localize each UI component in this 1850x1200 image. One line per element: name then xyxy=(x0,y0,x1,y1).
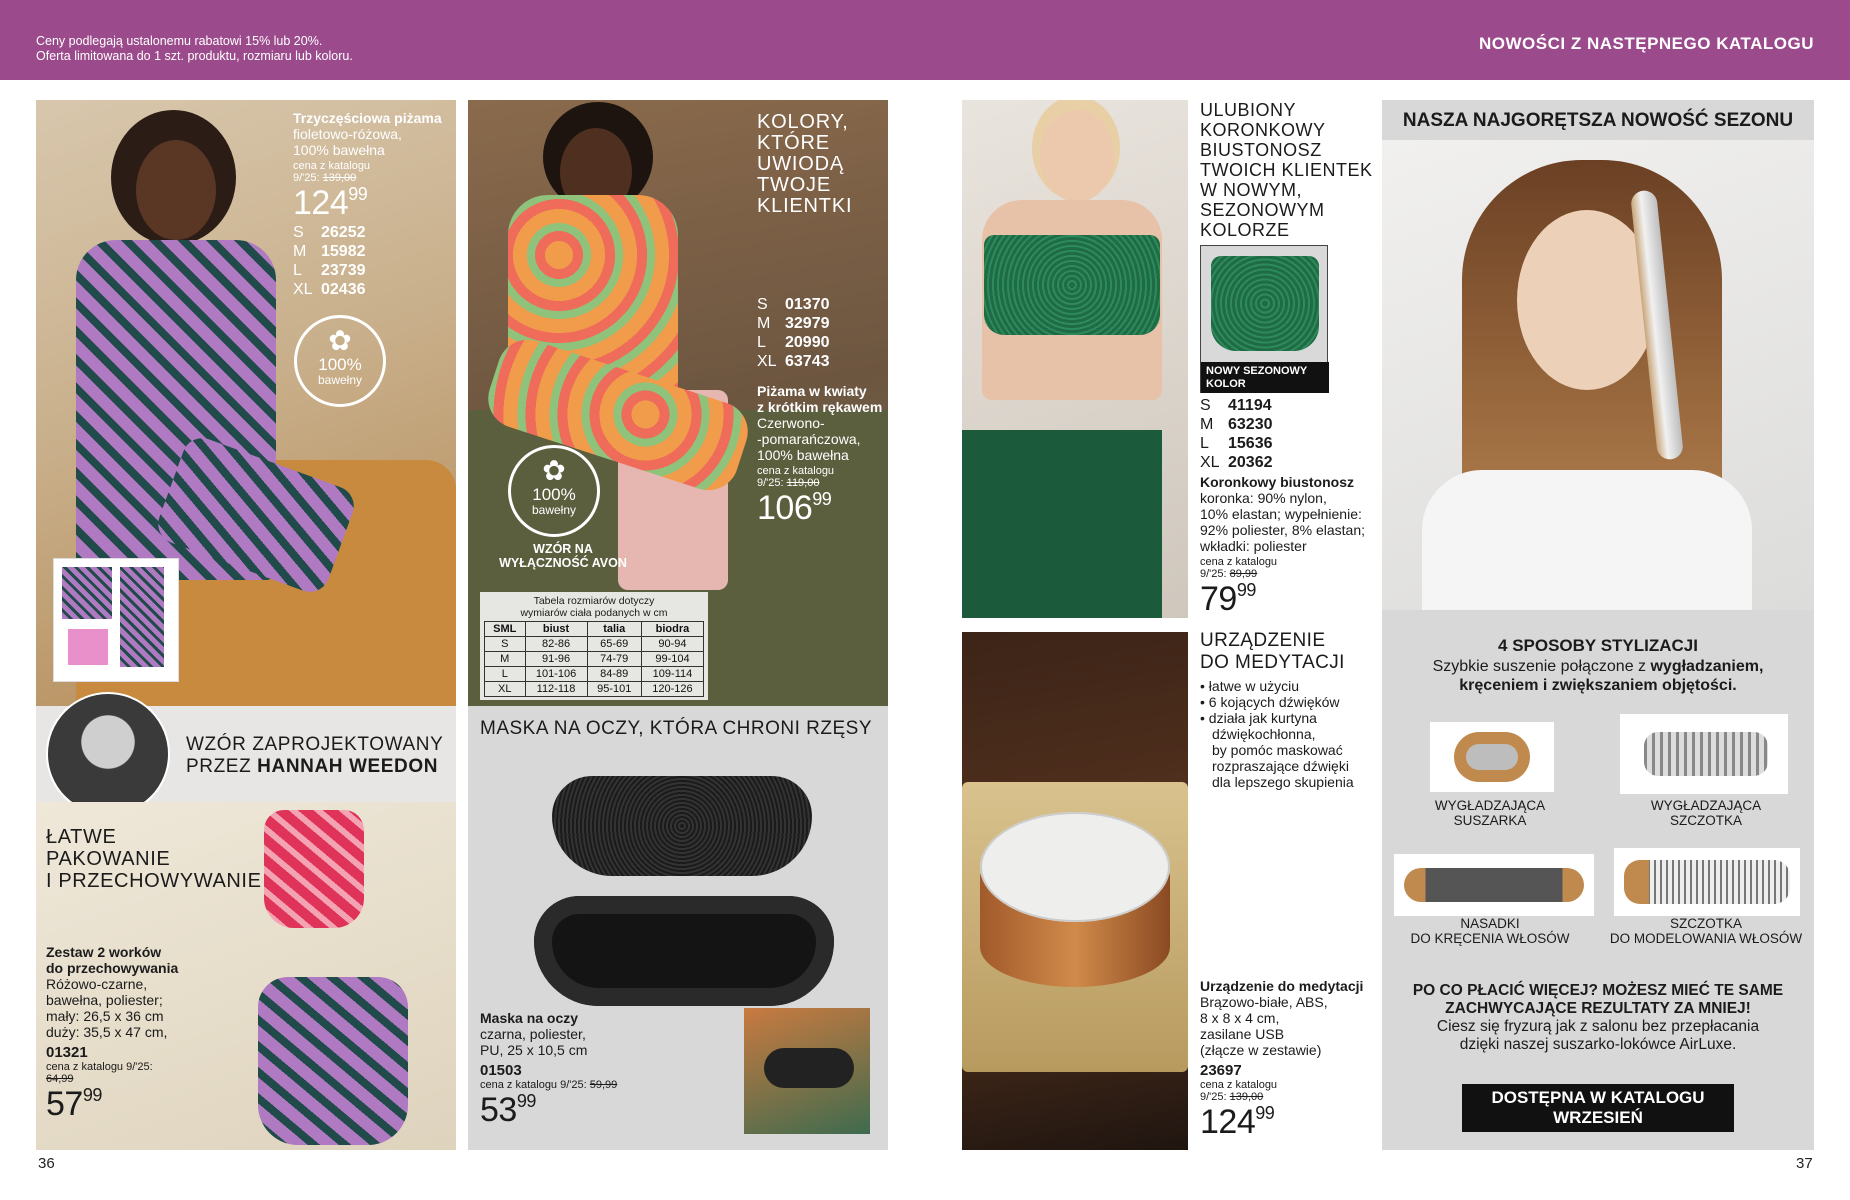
size-label: S xyxy=(293,224,304,241)
smoothing-dryer-image xyxy=(1430,722,1554,792)
tagline-line: PAKOWANIE xyxy=(46,848,171,870)
tagline-line: KLIENTKI xyxy=(757,195,853,217)
size-row xyxy=(293,261,453,280)
mask-image-bottom xyxy=(534,896,834,1006)
product-name: Maska na oczy xyxy=(480,1010,579,1026)
table-cell: 95-101 xyxy=(587,682,641,697)
bullet-dot-icon: • xyxy=(1200,710,1209,726)
size-label: M xyxy=(1200,416,1214,433)
old-price: 64,99 xyxy=(46,1073,74,1085)
device-top xyxy=(980,812,1170,922)
designer-credit: WZÓR ZAPROJEKTOWANY PRZEZ HANNAH WEEDON xyxy=(186,734,444,777)
size-label: S xyxy=(757,296,768,313)
bullet-continuation: rozpraszające dźwięki xyxy=(1212,758,1349,774)
size-codes xyxy=(1200,396,1380,472)
size-row xyxy=(1200,415,1380,434)
bullet-continuation: by pomóc maskować xyxy=(1212,742,1343,758)
size-code: 63230 xyxy=(1228,416,1273,433)
product-desc: PU, 25 x 10,5 cm xyxy=(480,1042,588,1058)
bullet-continuation: dźwiękochłonna, xyxy=(1212,726,1316,742)
lace-bra-shape xyxy=(984,235,1160,335)
cotton-badge: ✿ 100% bawełny xyxy=(508,445,600,537)
size-code: 01370 xyxy=(785,296,830,313)
tagline-line: KOLORY, xyxy=(757,111,849,133)
product-name: do przechowywania xyxy=(46,960,179,976)
size-row xyxy=(757,333,887,352)
tagline-line: KTÓRE xyxy=(757,132,830,154)
size-row xyxy=(1200,434,1380,453)
old-price: 139,00 xyxy=(1229,1091,1264,1103)
table-cell: 82-86 xyxy=(525,637,587,652)
pajama2-tagline xyxy=(757,112,877,217)
attachment-label: WYGŁADZAJĄCA SUSZARKA xyxy=(1434,798,1546,828)
size-code: 41194 xyxy=(1228,397,1272,414)
size-code: 23739 xyxy=(321,262,366,279)
table-row xyxy=(485,667,704,682)
tagline-line: UWIODĄ xyxy=(757,153,845,175)
table-cell: 91-96 xyxy=(525,652,587,667)
small-bag-shape xyxy=(264,810,364,928)
bullet-continuation: dla lepszego skupienia xyxy=(1212,774,1354,790)
bra-tagline xyxy=(1200,100,1373,240)
bullet-text: działa jak kurtyna xyxy=(1208,710,1317,726)
product-code: 01503 xyxy=(480,1062,522,1079)
product-desc: mały: 26,5 x 36 cm xyxy=(46,1008,164,1024)
table-cell: 65-69 xyxy=(587,637,641,652)
product-name: Piżama w kwiaty xyxy=(757,383,867,399)
table-cell: 90-94 xyxy=(641,637,703,652)
size-code: 15636 xyxy=(1228,435,1273,452)
table-row xyxy=(485,652,704,667)
table-row xyxy=(485,682,704,697)
green-trousers xyxy=(962,430,1162,618)
size-code: 26252 xyxy=(321,224,366,241)
old-price: 119,00 xyxy=(786,477,820,489)
page-number-right: 37 xyxy=(1796,1155,1813,1172)
catalog-availability-button[interactable]: DOSTĘPNA W KATALOGU WRZESIEŃ xyxy=(1462,1084,1734,1132)
feature-bullet xyxy=(1200,678,1390,694)
price: $124^{99}$ xyxy=(1200,1103,1275,1141)
size-row xyxy=(1200,396,1380,415)
attachment-label: NASADKI DO KRĘCENIA WŁOSÓW xyxy=(1410,916,1570,946)
table-header: biodra xyxy=(641,622,703,637)
styles-description: Szybkie suszenie połączone z wygładzaniem, kręceniem i zwiększaniem objętości. xyxy=(1432,658,1764,694)
old-price-prefix: 9/'25: xyxy=(293,172,320,184)
product-desc: koronka: 90% nylon, xyxy=(1200,490,1327,506)
mask-info: Maska na oczy czarna, poliester, PU, 25 x 10,5 cm 01503 cena z katalogu 9/'25: 59,99 $53^{99}$ xyxy=(480,1010,680,1130)
pajama1-info xyxy=(293,110,453,299)
size-row xyxy=(757,295,887,314)
table-cell: 101-106 xyxy=(525,667,587,682)
table-row xyxy=(485,637,704,652)
new-color-label: NOWY SEZONOWY KOLOR xyxy=(1201,362,1329,393)
tagline-line: BIUSTONOSZ xyxy=(1200,140,1322,160)
top-banner xyxy=(0,0,1850,80)
size-code: 15982 xyxy=(321,243,366,260)
curling-barrel-image xyxy=(1394,854,1594,916)
size-row xyxy=(757,352,887,371)
size-label: M xyxy=(293,243,307,260)
product-name: z krótkim rękawem xyxy=(757,399,883,415)
product-desc: zasilane USB xyxy=(1200,1026,1285,1042)
price: $57^{99}$ xyxy=(46,1085,102,1123)
product-desc: 92% poliester, 8% elastan; xyxy=(1200,522,1365,538)
price: $79^{99}$ xyxy=(1200,580,1256,618)
table-cell: 112-118 xyxy=(525,682,587,697)
size-code: 32979 xyxy=(785,315,830,332)
old-price: 59,99 xyxy=(589,1079,618,1091)
product-desc: fioletowo-różowa, xyxy=(293,126,402,142)
size-code: 20990 xyxy=(785,334,830,351)
tagline-line: SEZONOWYM xyxy=(1200,200,1325,220)
size-row xyxy=(293,242,453,261)
cotton-flower-icon: ✿ xyxy=(542,455,566,486)
product-desc: 10% elastan; wypełnienie: xyxy=(1200,506,1362,522)
set-thumbnail xyxy=(53,558,179,682)
size-codes xyxy=(757,295,887,371)
size-label: L xyxy=(293,262,302,279)
discount-note-line1: Ceny podlegają ustalonemu rabatowi 15% lub 20%. xyxy=(36,34,323,48)
product-desc: 8 x 8 x 4 cm, xyxy=(1200,1010,1280,1026)
designer-name: HANNAH WEEDON xyxy=(257,756,439,777)
old-price: 89,99 xyxy=(1229,568,1258,580)
table-cell: 99-104 xyxy=(641,652,703,667)
size-label: M xyxy=(757,315,771,332)
meditation-heading: DO MEDYTACJI xyxy=(1200,652,1345,673)
size-label: XL xyxy=(757,353,777,370)
table-cell: XL xyxy=(485,682,526,697)
product-name: Zestaw 2 worków xyxy=(46,944,162,960)
feature-bullet xyxy=(1200,694,1390,710)
model-shirt xyxy=(1422,470,1752,610)
exclusive-pattern-label: WZÓR NA WYŁĄCZNOŚĆ AVON xyxy=(499,542,627,570)
product-name: Trzyczęściowa piżama xyxy=(293,110,442,126)
size-row xyxy=(757,314,887,333)
size-code: 02436 xyxy=(321,281,366,298)
size-code: 63743 xyxy=(785,353,830,370)
hair-heading: NASZA NAJGORĘTSZA NOWOŚĆ SEZONU xyxy=(1402,110,1794,131)
designer-avatar xyxy=(46,692,170,816)
catalog-price-label: cena z katalogu xyxy=(757,465,835,477)
bra-color-swatch xyxy=(1200,245,1328,393)
discount-note-line2: Oferta limitowana do 1 szt. produktu, rozmiaru lub koloru. xyxy=(36,49,353,63)
old-price: 139,00 xyxy=(322,172,357,184)
feature-bullet xyxy=(1200,710,1390,726)
mask-image-top xyxy=(552,776,812,876)
product-desc: duży: 35,5 x 47 cm, xyxy=(46,1024,168,1040)
feature-bullets xyxy=(1200,678,1390,790)
bags-tagline xyxy=(46,826,262,892)
table-cell: 109-114 xyxy=(641,667,703,682)
table-header-row xyxy=(485,622,704,637)
price: $124^{99}$ xyxy=(293,184,368,222)
table-header: talia xyxy=(587,622,641,637)
table-cell: 120-126 xyxy=(641,682,703,697)
meditation-heading: URZĄDZENIE xyxy=(1200,630,1326,651)
cotton-flower-icon: ✿ xyxy=(328,325,352,356)
meditation-info xyxy=(1200,630,1390,790)
size-table-box xyxy=(480,592,708,700)
table-header: SML xyxy=(485,622,526,637)
size-code: 20362 xyxy=(1228,454,1273,471)
size-label: XL xyxy=(293,281,313,298)
banner-headline: NOWOŚCI Z NASTĘPNEGO KATALOGU xyxy=(1479,34,1814,53)
catalog-price-label: cena z katalogu xyxy=(293,160,371,172)
size-codes xyxy=(293,223,453,299)
tagline-line: I PRZECHOWYWANIE xyxy=(46,870,262,892)
model-face xyxy=(1040,110,1114,202)
table-cell: S xyxy=(485,637,526,652)
catalog-price-label: cena z katalogu xyxy=(1200,1079,1278,1091)
model-face xyxy=(136,140,216,240)
table-cell: L xyxy=(485,667,526,682)
meditation-photo xyxy=(962,632,1188,1150)
size-label: L xyxy=(1200,435,1209,452)
hair-model-photo xyxy=(1382,140,1814,610)
bullet-dot-icon: • xyxy=(1200,678,1209,694)
mask-panel xyxy=(468,706,888,1150)
size-table xyxy=(484,621,704,697)
price: $106^{99}$ xyxy=(757,489,832,527)
pajama2-info: S 01370 M 32979 L 20990 XL 63743 Piżama w kwiaty z krótkim rękawem Czerwono- -pomarańczowa, 100% bawełna cena z katalogu 9/'25: 119,00 $106^{99}$ xyxy=(757,295,887,528)
product-desc: Różowo-czarne, xyxy=(46,976,148,992)
table-cell: 74-79 xyxy=(587,652,641,667)
tagline-line: TWOJE xyxy=(757,174,831,196)
smoothing-brush-image xyxy=(1620,714,1788,794)
product-code: 01321 xyxy=(46,1044,88,1061)
catalog-price-label: cena z katalogu 9/'25: xyxy=(46,1061,153,1073)
size-label: XL xyxy=(1200,454,1220,471)
volume-brush-image xyxy=(1614,848,1800,916)
product-desc: bawełna, poliester; xyxy=(46,992,163,1008)
size-row xyxy=(293,280,453,299)
tagline-line: KORONKOWY xyxy=(1200,120,1326,140)
product-desc: 100% bawełna xyxy=(757,447,849,463)
catalog-price-label: cena z katalogu xyxy=(1200,556,1278,568)
price: $53^{99}$ xyxy=(480,1091,536,1129)
tagline-line: TWOICH KLIENTEK xyxy=(1200,160,1373,180)
page-number-left: 36 xyxy=(38,1155,55,1172)
bra-photo xyxy=(962,100,1188,618)
styles-title: 4 SPOSOBY STYLIZACJI xyxy=(1498,636,1698,655)
bags-info xyxy=(46,944,226,1124)
size-row xyxy=(293,223,453,242)
product-desc: Czerwono- xyxy=(757,415,825,431)
product-code: 23697 xyxy=(1200,1062,1242,1079)
size-label: S xyxy=(1200,397,1211,414)
product-name: Koronkowy biustonosz xyxy=(1200,474,1354,490)
tagline-line: ŁATWE xyxy=(46,826,117,848)
bullet-dot-icon: • xyxy=(1200,694,1209,710)
mask-model-photo xyxy=(744,1008,870,1134)
product-name: Urządzenie do medytacji xyxy=(1200,978,1364,994)
tagline-line: W NOWYM, xyxy=(1200,180,1302,200)
product-desc: -pomarańczowa, xyxy=(757,431,861,447)
hair-panel xyxy=(1382,100,1814,1150)
promo-text: PO CO PŁACIĆ WIĘCEJ? MOŻESZ MIEĆ TE SAME ZACHWYCAJĄCE REZULTATY ZA MNIEJ! Ciesz się fryzurą jak z salonu bez przepłacania dzięki naszej suszarko-lokówce AirLuxe. xyxy=(1412,982,1784,1053)
tagline-line: ULUBIONY xyxy=(1200,100,1297,120)
table-header: biust xyxy=(525,622,587,637)
attachment-label: WYGŁADZAJĄCA SZCZOTKA xyxy=(1650,798,1762,828)
product-desc: Brązowo-białe, ABS, xyxy=(1200,994,1328,1010)
size-table-caption: Tabela rozmiarów dotyczy xyxy=(533,595,655,607)
mask-heading: MASKA NA OCZY, KTÓRA CHRONI RZĘSY xyxy=(480,718,873,739)
size-label: L xyxy=(757,334,766,351)
large-bag-shape xyxy=(258,977,408,1145)
tagline-line: KOLORZE xyxy=(1200,220,1290,240)
meditation-details: Urządzenie do medytacji Brązowo-białe, ABS, 8 x 8 x 4 cm, zasilane USB (złącze w zestawie) 23697 cena z katalogu 9/'25: 139,00 $124^{99}$ xyxy=(1200,978,1390,1142)
size-row xyxy=(1200,453,1380,472)
table-cell: 84-89 xyxy=(587,667,641,682)
bullet-text: łatwe w użyciu xyxy=(1208,678,1300,694)
table-cell: M xyxy=(485,652,526,667)
product-desc: 100% bawełna xyxy=(293,142,385,158)
designer-strip xyxy=(36,706,456,802)
discount-note xyxy=(36,34,353,64)
cotton-badge: ✿ 100% bawełny xyxy=(294,315,386,407)
product-desc: wkładki: poliester xyxy=(1200,538,1307,554)
product-desc: czarna, poliester, xyxy=(480,1026,586,1042)
bra-info: S 41194 M 63230 L 15636 XL 20362 Koronkowy biustonosz koronka: 90% nylon, 10% elastan; wypełnienie: 92% poliester, 8% elastan; wkładki: poliester cena z katalogu 9/'25: 89,99 $79^{99}$ xyxy=(1200,396,1380,619)
size-table-caption: wymiarów ciała podanych w cm xyxy=(520,607,668,619)
bullet-text: 6 kojących dźwięków xyxy=(1208,694,1340,710)
product-desc: (złącze w zestawie) xyxy=(1200,1042,1322,1058)
attachment-label: SZCZOTKA DO MODELOWANIA WŁOSÓW xyxy=(1609,916,1803,946)
